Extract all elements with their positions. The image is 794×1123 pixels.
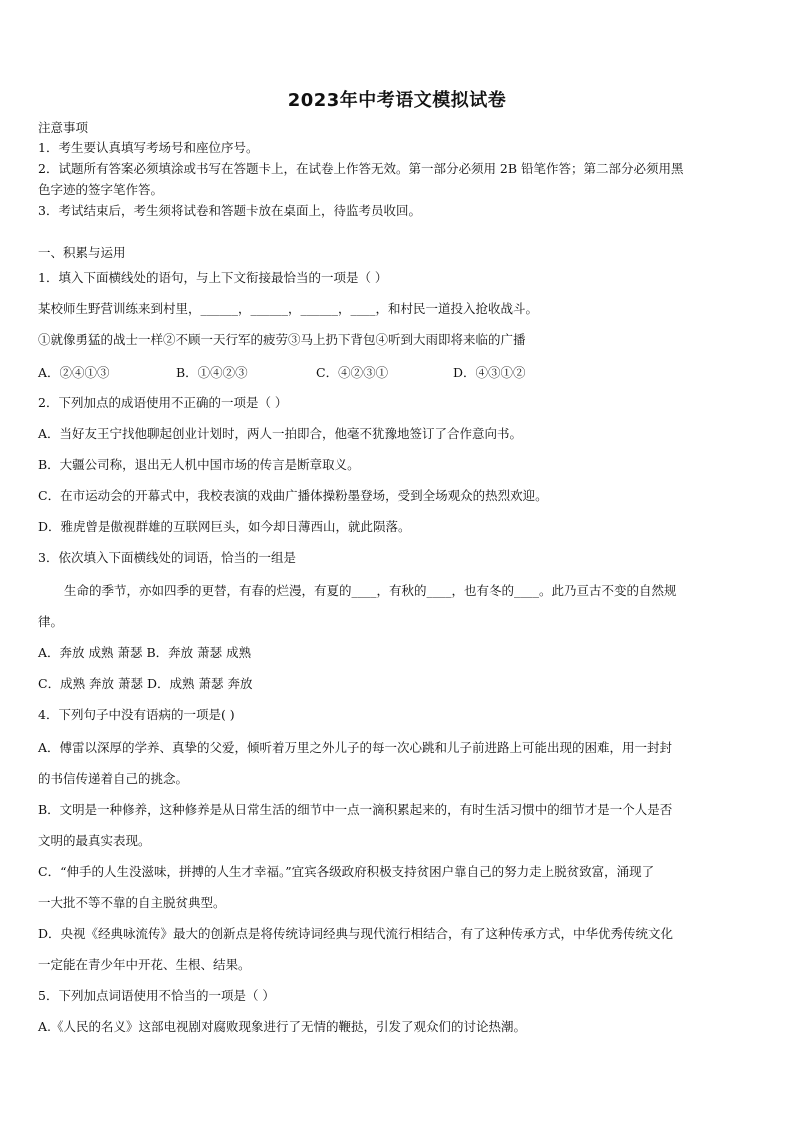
notice-item: 色字迹的签字笔作答。 xyxy=(38,182,164,197)
question-2-option-a: A．当好友王宁找他聊起创业计划时，两人一拍即合，他毫不犹豫地签订了合作意向书。 xyxy=(38,426,523,441)
question-4-line: 一定能在青少年中开花、生根、结果。 xyxy=(38,957,251,972)
question-4-line: C．“伸手的人生没滋味，拼搏的人生才幸福。”宜宾各级政府积极支持贫困户靠自己的努力走上脱贫致富，涌现了 xyxy=(38,864,655,879)
question-4-stem: 4．下列句子中没有语病的一项是( ) xyxy=(38,707,235,722)
question-4-line: A．傅雷以深厚的学养、真挚的父爱，倾听着万里之外儿子的每一次心跳和儿子前进路上可能出现的困难，用一封封 xyxy=(38,740,673,755)
question-2-option-d: D．雅虎曾是傲视群雄的互联网巨头，如今却日薄西山，就此陨落。 xyxy=(38,519,411,534)
question-5-stem: 5．下列加点词语使用不恰当的一项是（ ） xyxy=(38,988,275,1003)
question-1-options xyxy=(38,363,758,381)
question-3-options: C．成熟 奔放 萧瑟 D．成熟 萧瑟 奔放 xyxy=(38,676,253,691)
question-4-line: D．央视《经典咏流传》最大的创新点是将传统诗词经典与现代流行相结合，有了这种传承方式，中华优秀传统文化 xyxy=(38,926,674,941)
question-2-stem: 2．下列加点的成语使用不正确的一项是（ ） xyxy=(38,395,288,410)
notice-heading: 注意事项 xyxy=(38,120,89,135)
exam-title: 2023年中考语文模拟试卷 xyxy=(287,90,507,111)
option-b: B．①④②③ xyxy=(176,365,248,380)
notice-item: 3．考试结束后，考生须将试卷和答题卡放在桌面上，待监考员收回。 xyxy=(38,203,421,218)
question-2-option-b: B．大疆公司称，退出无人机中国市场的传言是断章取义。 xyxy=(38,457,360,472)
question-3-passage: 生命的季节，亦如四季的更替，有春的烂漫，有夏的____，有秋的____，也有冬的____。此乃亘古不变的自然规 xyxy=(64,583,677,598)
notice-item: 1．考生要认真填写考场号和座位序号。 xyxy=(38,140,259,155)
question-4-line: 一大批不等不靠的自主脱贫典型。 xyxy=(38,895,226,910)
section-heading: 一、积累与运用 xyxy=(38,245,126,260)
option-c: C．④②③① xyxy=(316,365,389,380)
question-1-stem: 1．填入下面横线处的语句，与上下文衔接最恰当的一项是（ ） xyxy=(38,270,388,285)
question-3-passage-end: 律。 xyxy=(38,614,64,629)
question-4-line: 文明的最真实表现。 xyxy=(38,833,151,848)
question-1-clauses: ①就像勇猛的战士一样②不顾一天行军的疲劳③马上扔下背包④听到大雨即将来临的广播 xyxy=(38,332,526,347)
question-3-stem: 3．依次填入下面横线处的词语，恰当的一组是 xyxy=(38,550,296,565)
question-5-option-a: A.《人民的名义》这部电视剧对腐败现象进行了无情的鞭挞，引发了观众们的讨论热潮。 xyxy=(38,1019,527,1034)
question-4-line: B．文明是一种修养，这种修养是从日常生活的细节中一点一滴积累起来的，有时生活习惯中的细节才是一个人是否 xyxy=(38,802,673,817)
notice-item: 2．试题所有答案必须填涂或书写在答题卡上，在试卷上作答无效。第一部分必须用 2B 铅笔作答；第二部分必须用黑 xyxy=(38,161,684,176)
question-2-option-c: C．在市运动会的开幕式中，我校表演的戏曲广播体操粉墨登场，受到全场观众的热烈欢迎。 xyxy=(38,488,548,503)
option-d: D．④③①② xyxy=(453,365,526,380)
question-4-line: 的书信传递着自己的挑念。 xyxy=(38,771,189,786)
question-1-text: 某校师生野营训练来到村里，______，______，______，____，和村民一道投入抢收战斗。 xyxy=(38,301,539,316)
question-3-options: A．奔放 成熟 萧瑟 B．奔放 萧瑟 成熟 xyxy=(38,645,252,660)
option-a: A．②④①③ xyxy=(38,365,110,380)
